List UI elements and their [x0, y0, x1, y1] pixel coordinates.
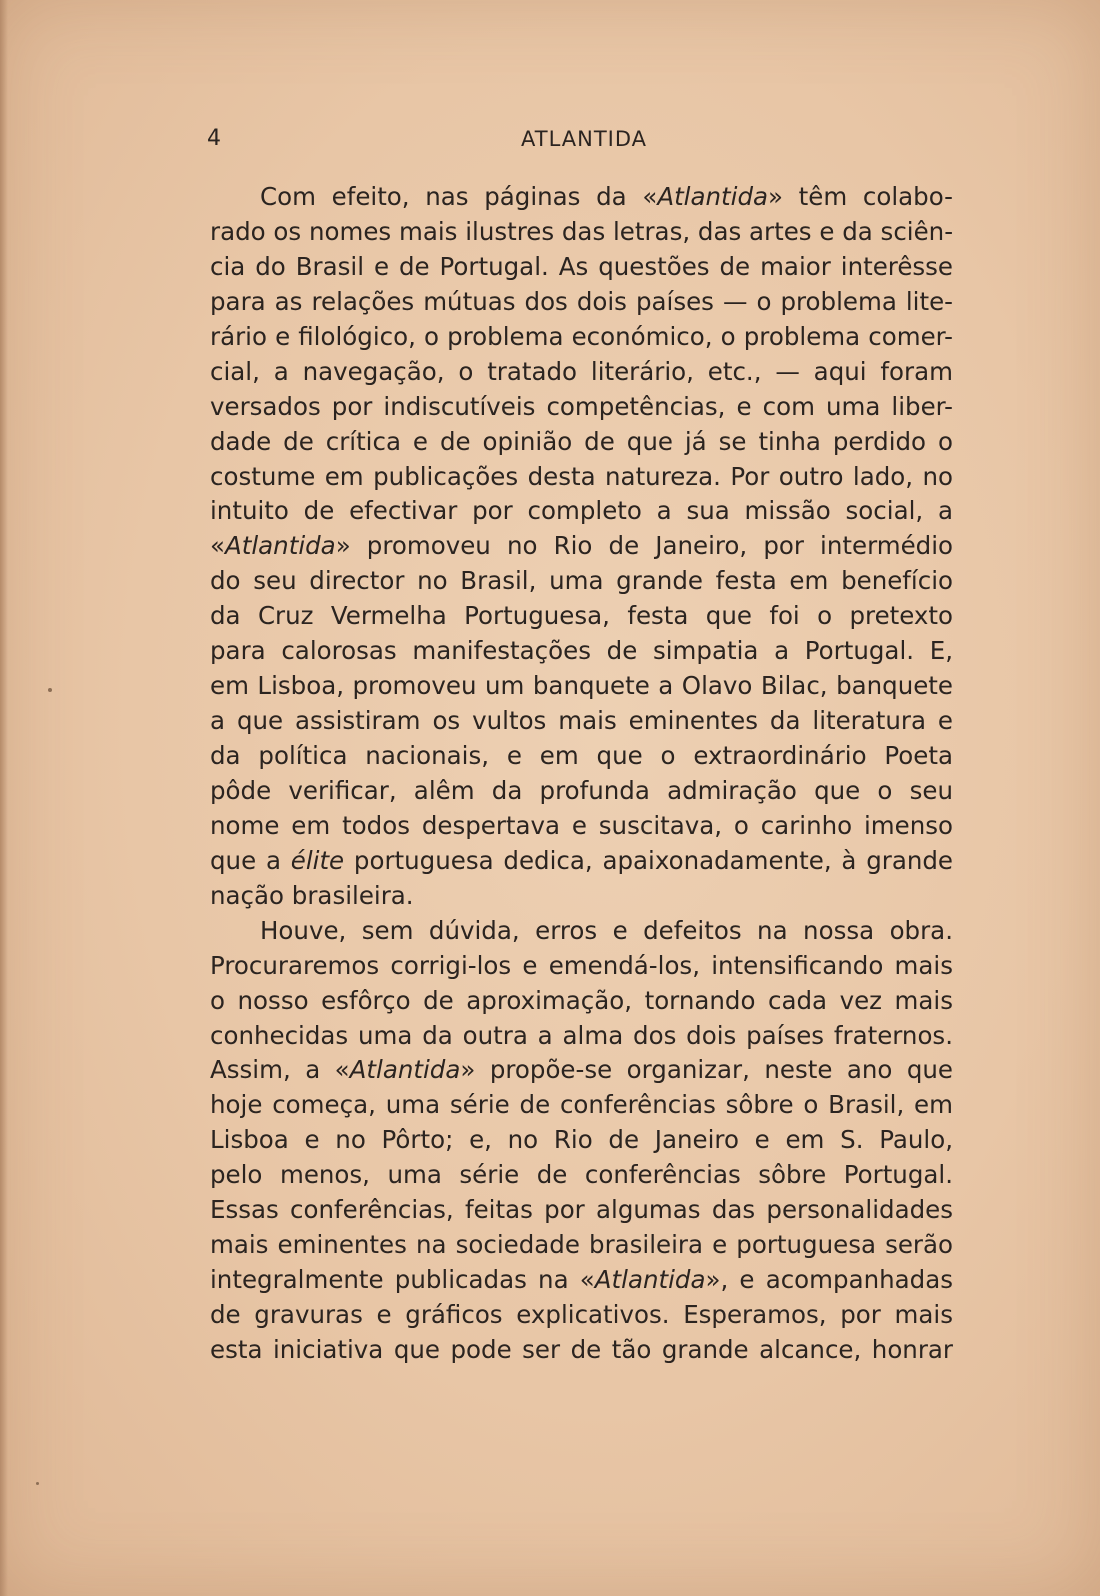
text-line: de gravuras e gráficos explicativos. Esperamos, por mais [210, 1300, 953, 1329]
text-line: hoje começa, uma série de conferências sôbre o Brasil, em [210, 1090, 953, 1120]
text-line: dade de crítica e de opinião de que já se tinha perdido o [210, 426, 953, 456]
text-line: integralmente publicadas na «Atlantida», e acompanhadas [210, 1265, 953, 1295]
text-line: mais eminentes na sociedade brasileira e portuguesa serão [210, 1230, 953, 1260]
text-line: a que assistiram os vultos mais eminentes da literatura e [210, 706, 953, 736]
text-line: Assim, a «Atlantida» propõe-se organizar, neste ano que [210, 1055, 954, 1085]
text-line: nação brasileira. [210, 880, 414, 910]
text-line: do seu director no Brasil, uma grande festa em benefício [210, 566, 953, 596]
text-line: para calorosas manifestações de simpatia a Portugal. E, [210, 636, 953, 666]
page-spine-shadow [0, 0, 8, 1596]
text-line: Houve, sem dúvida, erros e defeitos na nossa obra. [260, 915, 953, 945]
text-line: esta iniciativa que pode ser de tão grande alcance, honrar [210, 1334, 953, 1364]
text-line: cia do Brasil e de Portugal. As questões de maior interêsse [210, 251, 953, 281]
paper-speck [48, 688, 52, 692]
text-line: pelo menos, uma série de conferências sôbre Portugal. [210, 1160, 953, 1190]
text-line: «Atlantida» promoveu no Rio de Janeiro, por intermédio [210, 531, 953, 561]
text-line: intuito de efectivar por completo a sua missão social, a [210, 496, 953, 526]
page-number: 4 [207, 126, 221, 151]
text-line: o nosso esfôrço de aproximação, tornando cada vez mais [210, 985, 953, 1015]
text-line: da Cruz Vermelha Portuguesa, festa que foi o pretexto [210, 601, 953, 631]
text-line: rado os nomes mais ilustres das letras, das artes e da sciên- [210, 216, 954, 246]
text-line: Lisboa e no Pôrto; e, no Rio de Janeiro e em S. Paulo, [210, 1125, 953, 1155]
text-line: que a élite portuguesa dedica, apaixonadamente, à grande [210, 845, 954, 875]
text-line: Essas conferências, feitas por algumas das personalidades [210, 1195, 953, 1225]
text-line: rário e filológico, o problema económico, o problema comer- [210, 321, 953, 351]
running-head: ATLANTIDA [521, 127, 648, 151]
text-line: em Lisboa, promoveu um banquete a Olavo Bilac, banquete [210, 671, 953, 701]
text-line: da política nacionais, e em que o extraordinário Poeta [210, 741, 953, 770]
text-line: conhecidas uma da outra a alma dos dois países fraternos. [210, 1020, 953, 1050]
text-line: nome em todos despertava e suscitava, o carinho imenso [210, 810, 953, 840]
text-line: Com efeito, nas páginas da «Atlantida» têm colabo- [260, 182, 953, 211]
text-line: costume em publicações desta natureza. Por outro lado, no [210, 461, 953, 491]
body-text [210, 180, 953, 1368]
text-line: para as relações mútuas dos dois países — o problema lite- [210, 286, 953, 316]
text-line: cial, a navegação, o tratado literário, etc., — aqui foram [210, 356, 953, 386]
text-line: versados por indiscutíveis competências, e com uma liber- [210, 391, 953, 421]
paper-speck [36, 1482, 39, 1485]
text-line: pôde verificar, alêm da profunda admiração que o seu [210, 775, 953, 805]
text-line: Procuraremos corrigi-los e emendá-los, intensificando mais [210, 950, 953, 980]
